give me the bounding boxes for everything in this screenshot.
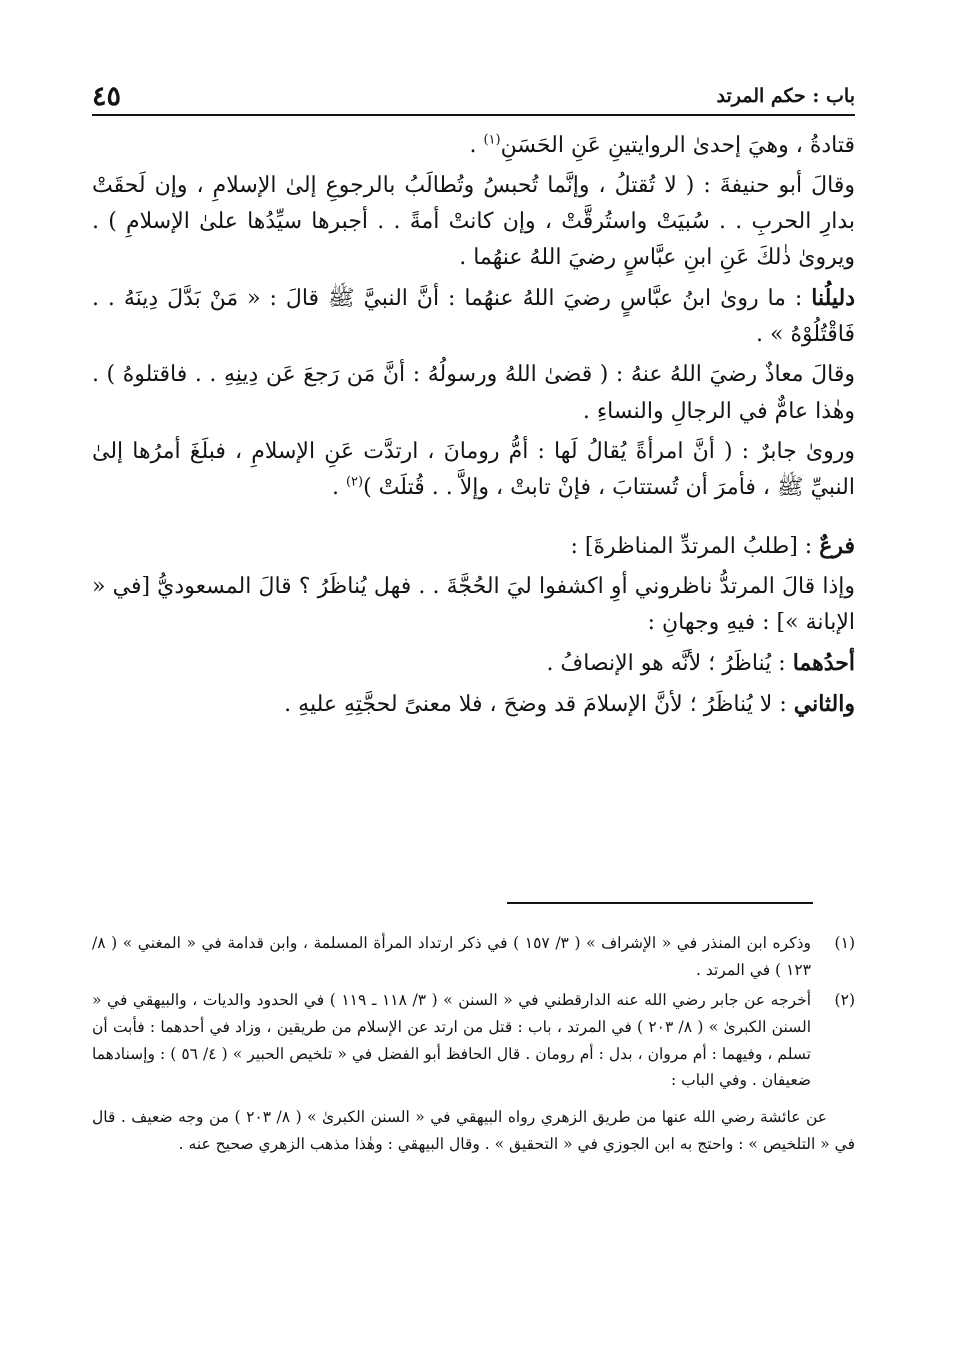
lead-word: أحدُهما — [792, 650, 855, 677]
footnote-1 — [92, 930, 855, 983]
paragraph-evidence: دليلُنا : ما روىٰ ابنُ عبَّاسٍ رضيَ اللهُ عنهُما : أنَّ النبيَّ ﷺ قالَ : « مَنْ بَدَّلَ دِينَهُ . . فَاقْتُلُوْهُ » . — [92, 285, 855, 348]
footnote-divider — [507, 902, 813, 904]
footnote-number: (١) — [834, 934, 855, 952]
footnote-text: وذكره ابن المنذر في « الإشراف » ( ٣/ ١٥٧ ) في ذكر ارتداد المرأة المسلمة ، وابن قدامة في « المغني » ( ٨/ ١٢٣ ) في المرتد . — [92, 934, 811, 979]
paragraph-muadh: وقالَ معاذٌ رضيَ اللهُ عنهُ : ( قضىٰ اللهُ ورسولُهُ : أنَّ مَن رَجعَ عَن دِينِهِ . . فاقتلوهُ ) . وهٰذا عامٌّ في الرجالِ والنساءِ . — [92, 362, 855, 424]
footnote-2 — [92, 987, 855, 1094]
footnote-continuation: عن عائشة رضي الله عنها من طريق الزهري رواه البيهقي في « السنن الكبرىٰ » ( ٨/ ٢٠٣ ) من وجه ضعيف . قال في « التلخيص » : واحتج به ابن الجوزي في « التحقيق » . وقال البيهقي : وهٰذا مذهب الزهري صحيح عنه . — [92, 1107, 855, 1153]
paragraph-jabir: وروىٰ جابرٌ : ( أنَّ امرأةً يُقالُ لَها : أمُّ رومانَ ، ارتدَّت عَنِ الإسلامِ ، فبلَغَ أمرُها إلىٰ النبيِّ ﷺ ، فأمرَ أن تُستتابَ ، فإنْ تابتْ ، وإلاَّ . . قُتلَتْ )$^{(٢)}$ . — [92, 438, 855, 500]
paragraph-abu-hanifa: وقالَ أبو حنيفةَ : ( لا تُقتلُ ، وإنَّما تُحبسُ وتُطالَبُ بالرجوعِ إلىٰ الإسلامِ ، وإن لَحقَتْ بدارِ الحربِ . . سُبيَتْ واستُرقَّتْ ، وإن كانتْ أمةً . . أجبرها سيِّدُها علىٰ الإسلامِ ) . ويروىٰ ذٰلكَ عَنِ ابنِ عبَّاسٍ رضيَ اللهُ عنهُما . — [92, 173, 855, 271]
footnote-ref-1[interactable]: (١) — [483, 132, 501, 148]
footnote-ref-2[interactable]: (٢) — [345, 474, 364, 490]
paragraph-second-view: والثاني : لا يُناظَرُ ؛ لأنَّ الإسلامَ قد وضحَ ، فلا معنىً لحجَّتِهِ عليهِ . — [284, 691, 855, 718]
footnotes — [92, 930, 855, 1157]
lead-word: والثاني — [793, 691, 855, 718]
paragraph-first-view: أحدُهما : يُناظَرُ ؛ لأنَّه هو الإنصافُ . — [546, 650, 855, 677]
section-heading-far: فرعٌ : [طلبُ المرتدِّ المناظرةَ] : — [570, 532, 855, 559]
paragraph-qatada: قتادةُ ، وهيَ إحدىٰ الروايتينِ عَنِ الحَسَنِ$^{(١)}$ . — [469, 132, 855, 158]
chapter-title: باب : حكم المرتد — [716, 85, 855, 107]
main-text — [92, 128, 855, 727]
footnote-number: (٢) — [834, 991, 855, 1010]
paragraph-debate: وإذا قالَ المرتدُّ ناظروني أوِ اكشفوا ليَ الحُجَّةَ . . فهل يُناظَرُ ؟ قالَ المسعوديُّ [في « الإبانة »] : فيهِ وجهانِ : — [92, 573, 855, 635]
running-header — [92, 78, 855, 116]
lead-word: دليلُنا — [811, 285, 855, 312]
page-number: ٤٥ — [92, 80, 122, 112]
lead-word: فرعٌ — [819, 532, 855, 559]
footnote-text: أخرجه عن جابر رضي الله عنه الدارقطني في « السنن » ( ٣/ ١١٨ ـ ١١٩ ) في الحدود والديات ، والبيهقي في « السنن الكبرىٰ » ( ٨/ ٢٠٣ ) في المرتد ، باب : قتل من ارتد عن الإسلام من طريقين ، وزاد في أحدهما : فأبت أن تسلم ، وفيهما : أم مروان ، بدل : أم رومان . قال الحافظ أبو الفضل في « تلخيص الحبير » ( ٤/ ٥٦ ) : وإسنادهما ضعيفان . وفي الباب : — [92, 991, 811, 1090]
